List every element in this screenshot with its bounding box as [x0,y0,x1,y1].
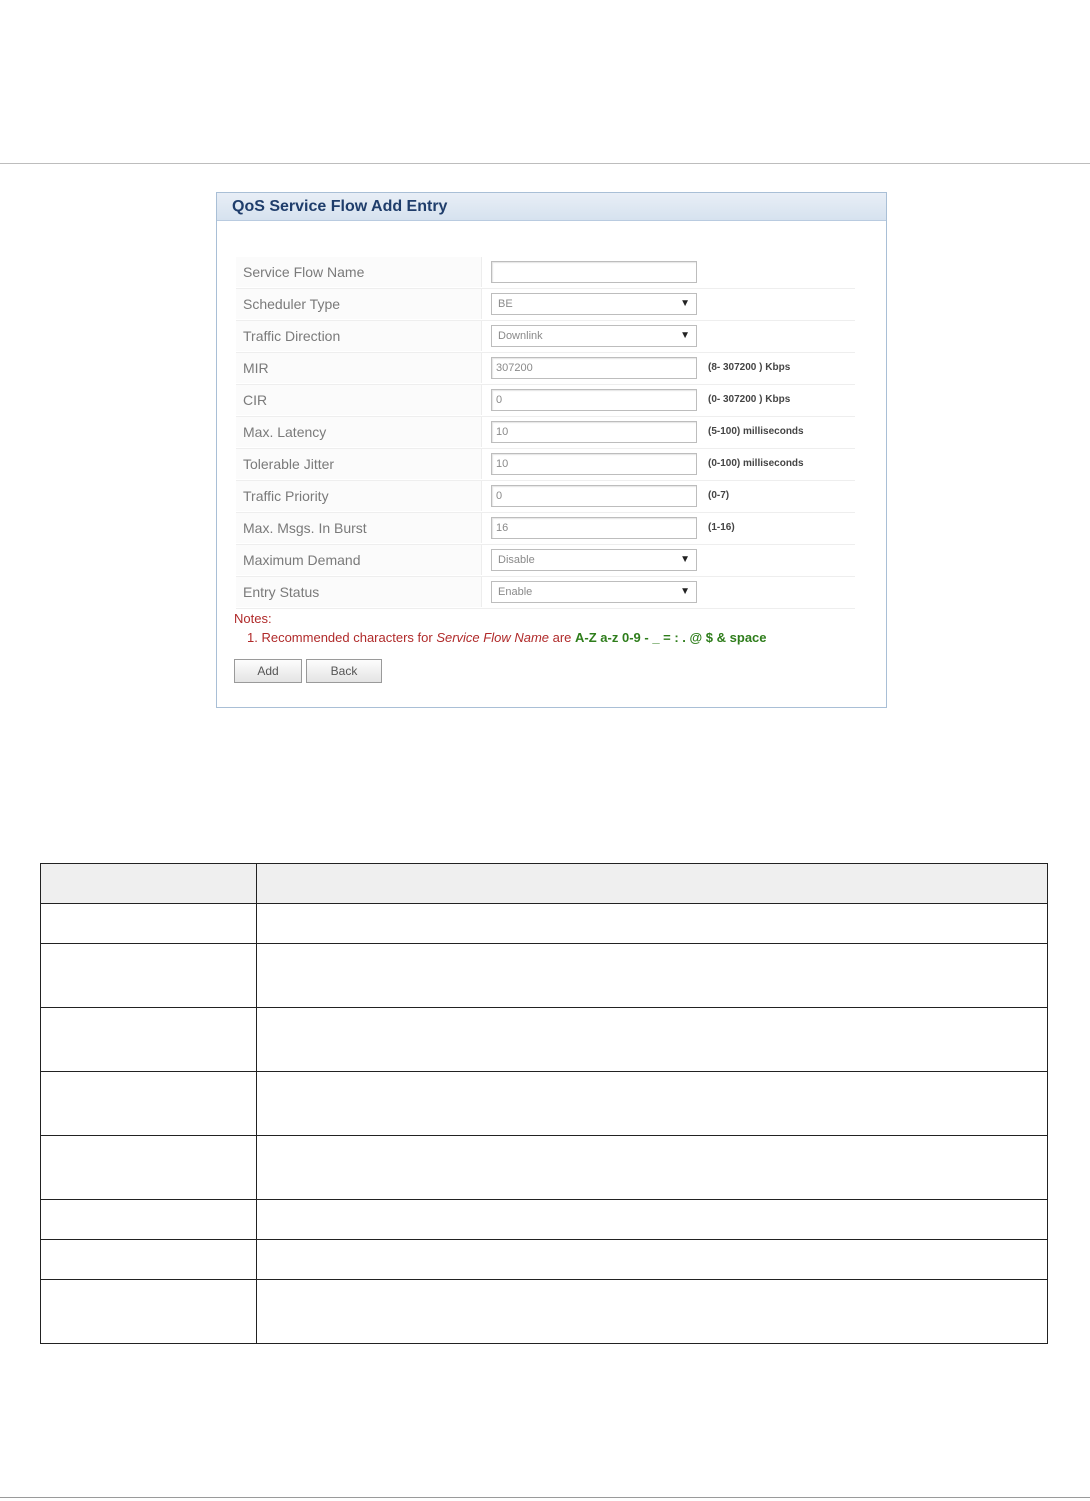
table-row [41,1200,1048,1240]
notes-allowed-chars: A-Z a-z 0-9 - _ = : . @ $ & space [575,630,767,645]
table-cell [257,1072,1048,1136]
table-header-row [41,864,1048,904]
field-hint: (5-100) milliseconds [708,426,804,437]
field-hint: (8- 307200 ) Kbps [708,362,791,373]
field-label: Traffic Priority [236,481,482,511]
panel-title: QoS Service Flow Add Entry [217,193,886,221]
max-latency-input[interactable] [491,421,697,443]
header-divider [0,163,1090,164]
selected-value: Disable [498,554,535,566]
table-row [41,1240,1048,1280]
back-button[interactable]: Back [306,659,382,683]
field-label: Maximum Demand [236,545,482,575]
table-header-cell [257,864,1048,904]
field-label: Traffic Direction [236,321,482,351]
form-row-scheduler-type [236,289,855,321]
table-header-cell [41,864,257,904]
table-row [41,1280,1048,1344]
service-flow-name-input[interactable] [491,261,697,283]
tolerable-jitter-input[interactable] [491,453,697,475]
table-row [41,1008,1048,1072]
form-row-entry-status [236,577,855,609]
table-cell [257,1200,1048,1240]
selected-value: Enable [498,586,533,598]
table-cell [257,1136,1048,1200]
maximum-demand-select[interactable] [491,549,697,571]
table-cell [257,1280,1048,1344]
notes-heading: Notes: [234,611,272,626]
description-table [40,863,1048,1344]
table-cell [41,1072,257,1136]
field-label: Tolerable Jitter [236,449,482,479]
table-cell [257,1240,1048,1280]
field-hint: (0-7) [708,490,730,501]
footer-divider [0,1497,1090,1498]
dropdown-arrow-icon: ▼ [680,298,690,309]
form-row-tolerable-jitter [236,449,855,481]
notes-prefix: 1. Recommended characters for [247,630,437,645]
field-hint: (0-100) milliseconds [708,458,804,469]
table-row [41,944,1048,1008]
form-row-service-flow-name [236,257,855,289]
form-buttons [234,659,386,683]
traffic-direction-select[interactable] [491,325,697,347]
form-row-maximum-demand [236,545,855,577]
service-flow-form [236,257,855,609]
mir-input[interactable] [491,357,697,379]
notes [234,611,767,645]
table-cell [257,1008,1048,1072]
form-row-traffic-direction [236,321,855,353]
qos-service-flow-panel [216,192,887,708]
traffic-priority-input[interactable] [491,485,697,507]
max-msgs-in-burst-input[interactable] [491,517,697,539]
table-cell [257,944,1048,1008]
dropdown-arrow-icon: ▼ [680,586,690,597]
table-row [41,904,1048,944]
field-label: Entry Status [236,577,482,607]
field-label: CIR [236,385,482,415]
selected-value: Downlink [498,330,543,342]
entry-status-select[interactable] [491,581,697,603]
cir-input[interactable] [491,389,697,411]
notes-mid: are [549,630,576,645]
selected-value: BE [498,298,513,310]
form-row-max-latency [236,417,855,449]
dropdown-arrow-icon: ▼ [680,554,690,565]
field-label: Scheduler Type [236,289,482,319]
field-label: MIR [236,353,482,383]
table-cell [41,1008,257,1072]
table-cell [41,904,257,944]
table-cell [41,1200,257,1240]
field-label: Max. Latency [236,417,482,447]
field-hint: (1-16) [708,522,735,533]
table-cell [41,1240,257,1280]
field-hint: (0- 307200 ) Kbps [708,394,791,405]
table-cell [41,1136,257,1200]
table-cell [41,944,257,1008]
form-row-max-msgs-in-burst [236,513,855,545]
dropdown-arrow-icon: ▼ [680,330,690,341]
form-row-traffic-priority [236,481,855,513]
form-row-cir [236,385,855,417]
form-row-mir [236,353,855,385]
scheduler-type-select[interactable] [491,293,697,315]
table-row [41,1072,1048,1136]
notes-field-name: Service Flow Name [436,630,550,645]
notes-line [234,630,767,645]
field-label: Service Flow Name [236,257,482,287]
field-label: Max. Msgs. In Burst [236,513,482,543]
add-button[interactable]: Add [234,659,302,683]
table-row [41,1136,1048,1200]
table-cell [41,1280,257,1344]
table-cell [257,904,1048,944]
